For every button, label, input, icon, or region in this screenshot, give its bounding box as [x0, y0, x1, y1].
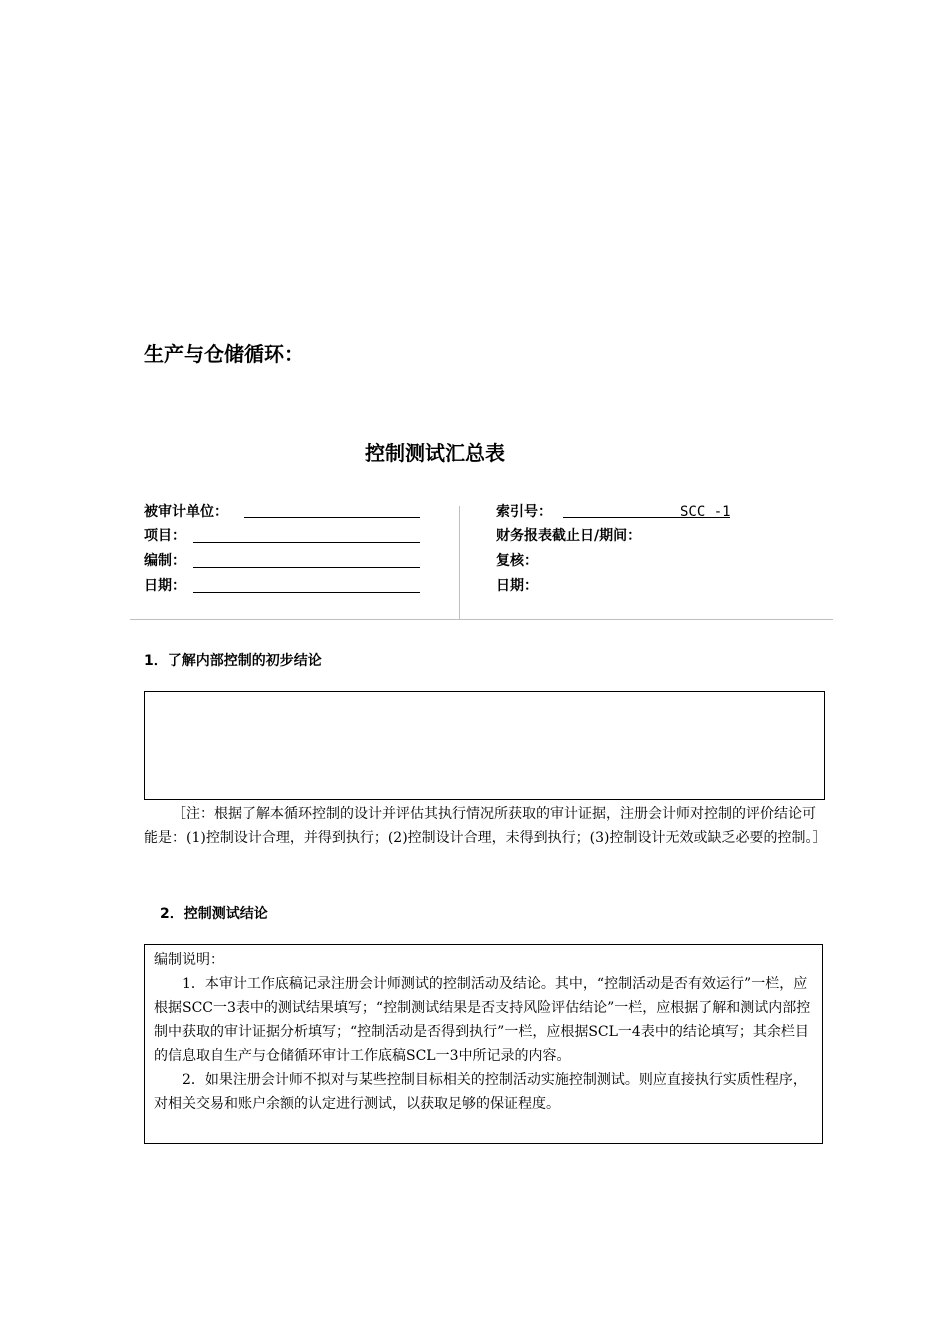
- audited-entity-label: 被审计单位：: [144, 504, 228, 520]
- prepared-by-field[interactable]: [193, 567, 420, 568]
- date-field-left[interactable]: [193, 592, 420, 593]
- preparation-notes-box: [144, 944, 823, 1144]
- section1-note: ［注：根据了解本循环控制的设计并评估其执行情况所获取的审计证据，注册会计师对控制的评价结论可能是：(1)控制设计合理，并得到执行；(2)控制设计合理，未得到执行；(3)控制设计无效或缺乏必要的控制。］: [144, 806, 827, 846]
- page-title: 控制测试汇总表: [365, 441, 505, 465]
- index-no-value: SCC -1: [680, 504, 731, 520]
- date-label-right: 日期：: [496, 578, 538, 594]
- preparation-notes-heading: 编制说明：: [154, 952, 224, 968]
- preparation-note-2: 2．如果注册会计师不拟对与某些控制目标相关的控制活动实施控制测试。则应直接执行实质性程序，对相关交易和账户余额的认定进行测试，以获取足够的保证程度。: [154, 1072, 807, 1112]
- audited-entity-field[interactable]: [244, 517, 420, 518]
- period-label: 财务报表截止日/期间：: [496, 528, 642, 544]
- project-field[interactable]: [193, 542, 420, 543]
- project-label: 项目：: [144, 528, 186, 544]
- cycle-heading: 生产与仓储循环：: [144, 342, 304, 366]
- header-horizontal-divider: [130, 619, 833, 620]
- section1-title: 1．了解内部控制的初步结论: [144, 653, 322, 669]
- preliminary-conclusion-box[interactable]: [144, 691, 825, 800]
- preparation-note-1: 1．本审计工作底稿记录注册会计师测试的控制活动及结论。其中，“控制活动是否有效运行”一栏，应根据SCC一3表中的测试结果填写；“控制测试结果是否支持风险评估结论”一栏，应根据了解和测试内部控制中获取的审计证据分析填写；“控制活动是否得到执行”一栏，应根据SCL一4表中的结论填写；其余栏目的信息取自生产与仓储循环审计工作底稿SCL一3中所记录的内容。: [154, 976, 811, 1064]
- prepared-by-label: 编制：: [144, 553, 186, 569]
- header-vertical-divider: [459, 506, 460, 620]
- date-label-left: 日期：: [144, 578, 186, 594]
- section2-title: 2．控制测试结论: [160, 906, 268, 922]
- index-no-label: 索引号：: [496, 504, 552, 520]
- reviewed-by-label: 复核：: [496, 553, 538, 569]
